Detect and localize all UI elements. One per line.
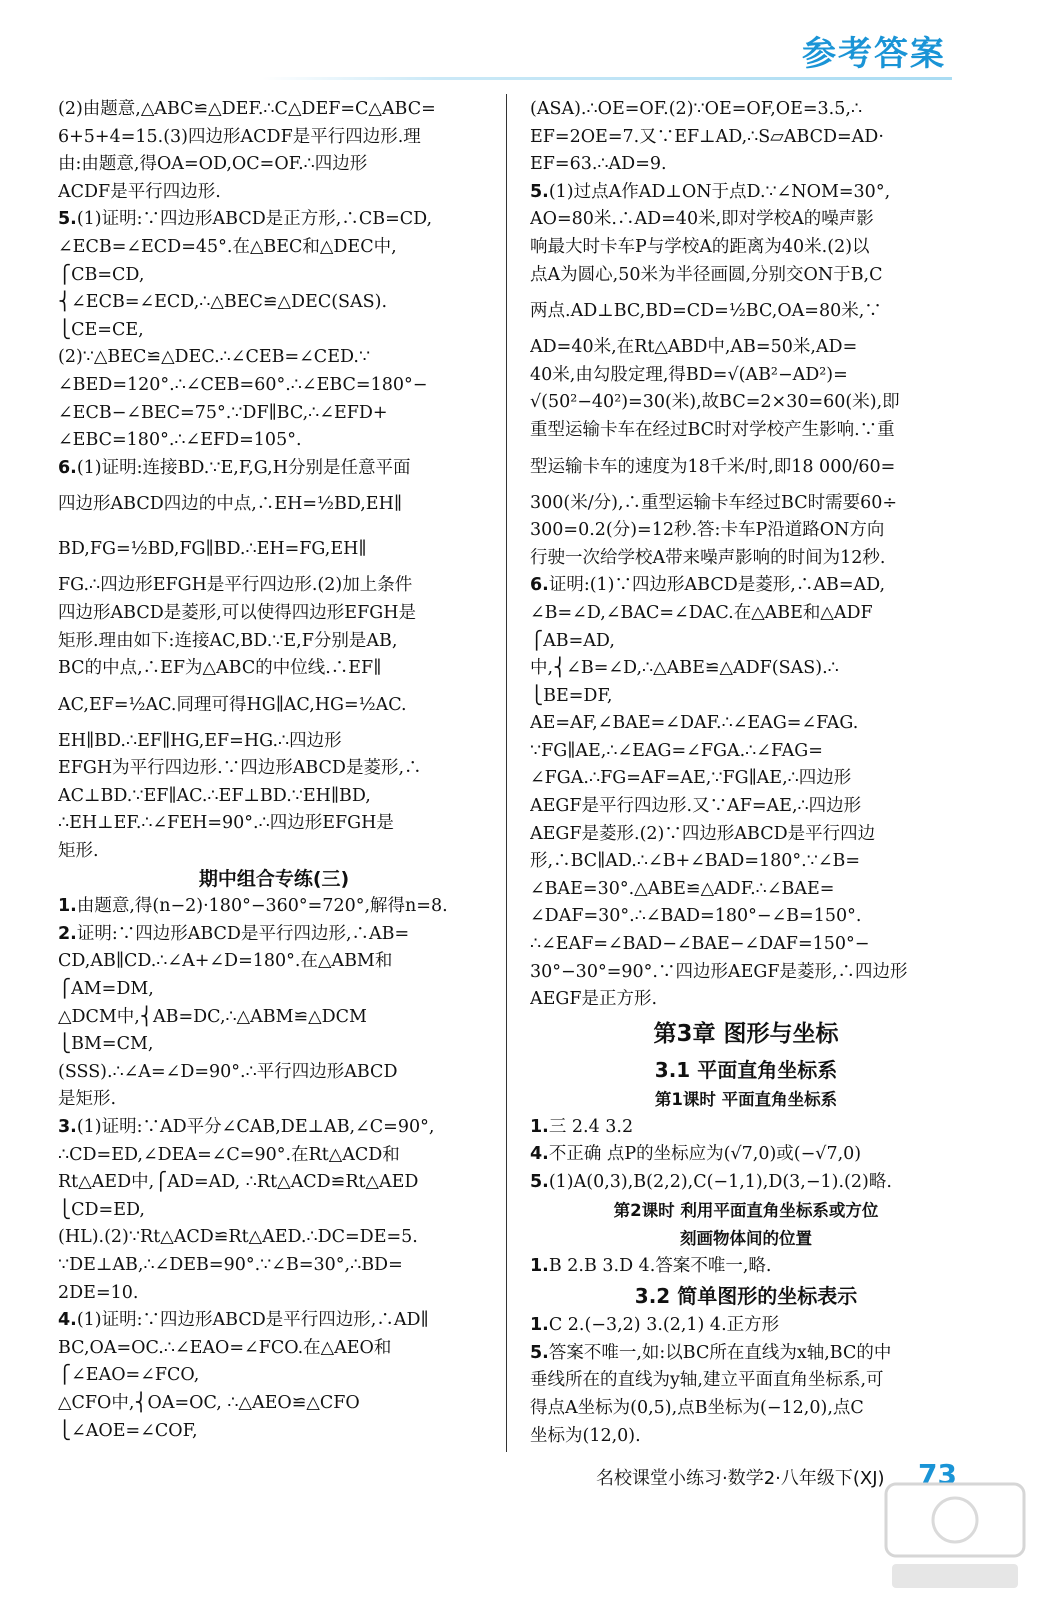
- left-answer-line: [58, 372, 490, 400]
- answer-text: 矩形.: [58, 841, 99, 862]
- header-rule: [262, 77, 952, 80]
- right-answer-line: [530, 445, 962, 490]
- right-column: [530, 96, 962, 1450]
- answer-text: FG.∴四边形EFGH是平行四边形.(2)加上条件: [58, 575, 413, 596]
- answer-text: BC,OA=OC.∴∠EAO=∠FCO.在△AEO和: [58, 1337, 392, 1358]
- left-answer-line: [58, 655, 490, 683]
- left-answer-line: [58, 1197, 490, 1225]
- right-answer-line: [530, 96, 962, 124]
- question-number: 5.: [530, 181, 549, 202]
- question-number: 6.: [58, 457, 77, 478]
- left-answer-line: [58, 1142, 490, 1170]
- left-answer-line: [58, 482, 490, 527]
- right-answer-line: [530, 1340, 962, 1368]
- right-answer-line: [530, 362, 962, 390]
- answer-text: EFGH为平行四边形.∵四边形ABCD是菱形,∴: [58, 758, 422, 779]
- answer-text: ∴CD=ED,∠DEA=∠C=90°.在Rt△ACD和: [58, 1144, 400, 1165]
- left-answer-line: [58, 783, 490, 811]
- left-column: [58, 96, 490, 1445]
- answer-text: 两点.AD⊥BC,BD=CD=½BC,OA=80米,∵: [530, 301, 882, 322]
- answer-text: 三 2.4 3.2: [548, 1116, 634, 1137]
- answer-text: △DCM中,⎨AB=DC,∴△ABM≌△DCM: [58, 1006, 367, 1027]
- footer-text: 名校课堂小练习·数学2·八年级下(XJ): [596, 1468, 885, 1489]
- right-answer-line: [530, 903, 962, 931]
- answer-text: 2DE=10.: [58, 1282, 139, 1303]
- answer-text: AE=AF,∠BAE=∠DAF.∴∠EAG=∠FAG.: [530, 713, 859, 734]
- answer-text: 重型运输卡车在经过BC时对学校产生影响.∵重: [530, 419, 895, 440]
- answer-text: 由题意,得(n−2)·180°−360°=720°,解得n=8.: [76, 896, 448, 917]
- left-answer-line: [58, 893, 490, 921]
- answer-text: ∠DAF=30°.∴∠BAD=180°−∠B=150°.: [530, 906, 862, 927]
- answer-text: EH∥BD.∴EF∥HG,EF=HG.∴四边形: [58, 730, 342, 751]
- answer-text: √(50²−40²)=30(米),故BC=2×30=60(米),即: [530, 392, 900, 413]
- answer-text: 是矩形.: [58, 1089, 117, 1110]
- answer-text: (1)证明:连接BD.∵E,F,G,H分别是任意平面: [76, 457, 411, 478]
- answer-text: 中,⎨∠B=∠D,∴△ABE≌△ADF(SAS).∴: [530, 658, 839, 679]
- left-answer-line: [58, 527, 490, 572]
- answer-text: AD=40米,在Rt△ABD中,AB=50米,AD=: [530, 337, 858, 358]
- right-answer-line: [530, 1423, 962, 1451]
- answer-text: ∠BED=120°.∴∠CEB=60°.∴∠EBC=180°−: [58, 374, 428, 395]
- right-answer-line: [530, 821, 962, 849]
- left-answer-line: [58, 1224, 490, 1252]
- right-answer-line: [530, 1253, 962, 1281]
- right-answer-line: [530, 151, 962, 179]
- answer-text: ∵FG∥AE,∴∠EAG=∠FGA.∴∠FAG=: [530, 740, 823, 761]
- answer-text: 垂线所在的直线为y轴,建立平面直角坐标系,可: [530, 1370, 884, 1391]
- right-answer-line: [530, 1367, 962, 1395]
- answer-text: ⎩CE=CE,: [58, 319, 144, 340]
- answer-text: ∴∠EAF=∠BAD−∠BAE−∠DAF=150°−: [530, 934, 870, 955]
- right-heading: 第2课时 利用平面直角坐标系或方位: [613, 1200, 879, 1220]
- answer-text: EF=63.∴AD=9.: [530, 154, 667, 175]
- answer-text: 证明:(1)∵四边形ABCD是菱形,∴AB=AD,: [548, 575, 886, 596]
- left-answer-line: [58, 600, 490, 628]
- answer-text: AEGF是正方形.: [530, 989, 658, 1010]
- question-number: 1.: [58, 896, 77, 917]
- left-answer-line: [58, 206, 490, 234]
- answer-text: (1)证明:∵四边形ABCD是平行四边形,∴AD∥: [76, 1310, 429, 1331]
- answer-text: (2)由题意,△ABC≌△DEF.∴C△DEF=C△ABC=: [58, 99, 436, 119]
- left-answer-line: [58, 1169, 490, 1197]
- page-number: 73: [918, 1458, 957, 1491]
- question-number: 4.: [530, 1144, 549, 1165]
- answer-text: 答案不唯一,如:以BC所在直线为x轴,BC的中: [548, 1342, 892, 1363]
- answer-text: (1)证明:∵四边形ABCD是正方形,∴CB=CD,: [76, 209, 433, 230]
- right-answer-line: [530, 1114, 962, 1142]
- answer-text: ⎧AB=AD,: [530, 630, 615, 651]
- answer-text: AC,EF=½AC.同理可得HG∥AC,HG=½AC.: [58, 694, 407, 715]
- left-answer-line: [58, 179, 490, 207]
- question-number: 5.: [530, 1342, 549, 1363]
- right-answer-line: [530, 417, 962, 445]
- left-answer-line: [58, 1390, 490, 1418]
- right-answer-line: [530, 490, 962, 518]
- answer-text: (1)证明:∵AD平分∠CAB,DE⊥AB,∠C=90°,: [76, 1117, 435, 1137]
- answer-text: ∴EH⊥EF.∴∠FEH=90°.∴四边形EFGH是: [58, 813, 394, 834]
- answer-text: 形,∴BC∥AD.∴∠B+∠BAD=180°.∵∠B=: [530, 851, 861, 872]
- left-answer-line: [58, 1335, 490, 1363]
- right-answer-line: [530, 572, 962, 600]
- answer-text: 40米,由勾股定理,得BD=√(AB²−AD²)=: [530, 364, 848, 385]
- answer-text: 四边形ABCD是菱形,可以使得四边形EFGH是: [58, 602, 416, 623]
- left-answer-line: [58, 1280, 490, 1308]
- answer-text: 点A为圆心,50米为半径画圆,分别交ON于B,C: [530, 264, 883, 285]
- question-number: 1.: [530, 1116, 549, 1137]
- answer-text: (HL).(2)∵Rt△ACD≌Rt△AED.∴DC=DE=5.: [58, 1227, 418, 1248]
- answer-text: AEGF是平行四边形.又∵AF=AE,∴四边形: [530, 796, 862, 817]
- right-answer-line: [530, 765, 962, 793]
- answer-text: 不正确 点P的坐标应为(√7,0)或(−√7,0): [548, 1144, 862, 1165]
- right-answer-line: [530, 124, 962, 152]
- answer-text: ⎩∠AOE=∠COF,: [58, 1420, 198, 1441]
- question-number: 4.: [58, 1310, 77, 1331]
- left-answer-line: [58, 124, 490, 152]
- answer-text: ∠B=∠D,∠BAC=∠DAC.在△ABE和△ADF: [530, 602, 873, 623]
- left-answer-line: [58, 1086, 490, 1114]
- left-heading: 期中组合专练(三): [198, 867, 350, 890]
- answer-text: BD,FG=½BD,FG∥BD.∴EH=FG,EH∥: [58, 539, 367, 560]
- answer-text: 响最大时卡车P与学校A的距离为40米.(2)以: [530, 236, 870, 257]
- answer-text: C 2.(−3,2) 3.(2,1) 4.正方形: [548, 1315, 780, 1336]
- left-answer-line: [58, 151, 490, 179]
- answer-text: (1)过点A作AD⊥ON于点D.∵∠NOM=30°,: [548, 181, 891, 202]
- right-answer-line: [530, 683, 962, 711]
- answer-text: 四边形ABCD四边的中点,∴EH=½BD,EH∥: [58, 494, 402, 515]
- left-answer-line: [58, 921, 490, 949]
- answer-text: 30°−30°=90°.∵四边形AEGF是菱形,∴四边形: [530, 961, 908, 982]
- right-answer-line: [530, 389, 962, 417]
- right-answer-line: [530, 959, 962, 987]
- question-number: 2.: [58, 923, 77, 944]
- left-answer-line: [58, 1362, 490, 1390]
- answer-text: (SSS).∴∠A=∠D=90°.∴平行四边形ABCD: [58, 1061, 398, 1082]
- left-answer-line: [58, 234, 490, 262]
- answer-text: 300(米/分),∴重型运输卡车经过BC时需要60÷: [530, 492, 898, 513]
- answer-text: 得点A坐标为(0,5),点B坐标为(−12,0),点C: [530, 1397, 864, 1418]
- column-divider: [506, 94, 507, 1452]
- page-header: [0, 0, 1054, 80]
- question-number: 5.: [58, 209, 77, 230]
- right-answer-line: [530, 986, 962, 1014]
- answer-text: AC⊥BD.∵EF∥AC.∴EF⊥BD.∵EH∥BD,: [58, 785, 371, 806]
- answer-text: ∠EBC=180°.∴∠EFD=105°.: [58, 430, 302, 451]
- answer-text: 坐标为(12,0).: [530, 1425, 641, 1446]
- left-answer-line: [58, 289, 490, 317]
- question-number: 6.: [530, 575, 549, 596]
- left-answer-line: [58, 455, 490, 483]
- answer-text: CD,AB∥CD.∴∠A+∠D=180°.在△ABM和: [58, 951, 393, 972]
- answer-text: ⎩BM=CM,: [58, 1034, 154, 1055]
- left-answer-line: [58, 427, 490, 455]
- right-answer-line: [530, 206, 962, 234]
- header-title: 参考答案: [802, 34, 946, 74]
- answer-text: ∵DE⊥AB,∴∠DEB=90°.∵∠B=30°,∴BD=: [58, 1254, 403, 1275]
- right-answer-line: [530, 289, 962, 334]
- answer-text: ∠ECB−∠BEC=75°.∵DF∥BC,∴∠EFD+: [58, 402, 388, 423]
- left-answer-line: [58, 317, 490, 345]
- left-answer-line: [58, 1059, 490, 1087]
- question-number: 1.: [530, 1255, 549, 1276]
- left-answer-line: [58, 96, 490, 124]
- right-heading: 3.1 平面直角坐标系: [654, 1057, 838, 1082]
- answer-text: ⎩CD=ED,: [58, 1199, 145, 1220]
- answer-text: (1)A(0,3),B(2,2),C(−1,1),D(3,−1).(2)略.: [548, 1172, 892, 1192]
- left-answer-line: [58, 1307, 490, 1335]
- right-answer-line: [530, 738, 962, 766]
- answer-text: 型运输卡车的速度为18千米/时,即18 000/60=: [530, 456, 896, 477]
- right-answer-line: [530, 793, 962, 821]
- question-number: 1.: [530, 1315, 549, 1336]
- right-answer-line: [530, 517, 962, 545]
- answer-text: B 2.B 3.D 4.答案不唯一,略.: [548, 1255, 772, 1276]
- left-answer-line: [58, 683, 490, 728]
- watermark-stamp-icon: [880, 1476, 1030, 1594]
- answer-text: ∠FGA.∴FG=AF=AE,∵FG∥AE,∴四边形: [530, 768, 852, 789]
- left-answer-line: [58, 1031, 490, 1059]
- right-answer-line: [530, 262, 962, 290]
- right-answer-line: [530, 628, 962, 656]
- left-answer-line: [58, 976, 490, 1004]
- answer-text: ∠BAE=30°.△ABE≌△ADF.∴∠BAE=: [530, 878, 835, 899]
- left-answer-line: [58, 1004, 490, 1032]
- right-heading: 第1课时 平面直角坐标系: [654, 1089, 838, 1109]
- answer-text: AO=80米.∴AD=40米,即对学校A的噪声影: [530, 209, 874, 230]
- left-answer-line: [58, 728, 490, 756]
- answer-text: ⎧∠EAO=∠FCO,: [58, 1365, 200, 1386]
- left-answer-line: [58, 838, 490, 866]
- answer-text: 6+5+4=15.(3)四边形ACDF是平行四边形.理: [58, 126, 421, 147]
- left-answer-line: [58, 344, 490, 372]
- right-answer-line: [530, 710, 962, 738]
- right-heading: 刻画物体间的位置: [680, 1228, 812, 1248]
- answer-text: Rt△AED中,⎧AD=AD, ∴Rt△ACD≌Rt△AED: [58, 1172, 419, 1193]
- right-answer-line: [530, 600, 962, 628]
- answer-text: AEGF是菱形.(2)∵四边形ABCD是平行四边: [530, 823, 876, 844]
- left-answer-line: [58, 1418, 490, 1446]
- left-answer-line: [58, 755, 490, 783]
- left-answer-line: [58, 810, 490, 838]
- right-answer-line: [530, 234, 962, 262]
- answer-text: 300=0.2(分)=12秒.答:卡车P沿道路ON方向: [530, 520, 885, 541]
- right-answer-line: [530, 1312, 962, 1340]
- answer-text: BC的中点,∴EF为△ABC的中位线.∴EF∥: [58, 658, 382, 679]
- right-answer-line: [530, 1169, 962, 1197]
- left-answer-line: [58, 1114, 490, 1142]
- answer-text: (ASA).∴OE=OF.(2)∵OE=OF,OE=3.5,∴: [530, 99, 863, 119]
- answer-text: (2)∵△BEC≌△DEC.∴∠CEB=∠CED.∵: [58, 347, 371, 368]
- answer-text: ∠ECB=∠ECD=45°.在△BEC和△DEC中,: [58, 236, 397, 257]
- left-answer-line: [58, 1252, 490, 1280]
- right-answer-line: [530, 848, 962, 876]
- answer-text: ⎧AM=DM,: [58, 979, 154, 1000]
- answer-text: 证明:∵四边形ABCD是平行四边形,∴AB=: [76, 923, 410, 944]
- right-answer-line: [530, 655, 962, 683]
- answer-text: EF=2OE=7.又∵EF⊥AD,∴S▱ABCD=AD·: [530, 126, 884, 147]
- left-answer-line: [58, 262, 490, 290]
- left-answer-line: [58, 628, 490, 656]
- answer-text: 行驶一次给学校A带来噪声影响的时间为12秒.: [530, 547, 886, 568]
- right-answer-line: [530, 334, 962, 362]
- left-answer-line: [58, 400, 490, 428]
- left-answer-line: [58, 572, 490, 600]
- right-heading: 第3章 图形与坐标: [653, 1020, 839, 1047]
- question-number: 5.: [530, 1172, 549, 1192]
- right-answer-line: [530, 179, 962, 207]
- answer-text: 由:由题意,得OA=OD,OC=OF.∴四边形: [58, 154, 368, 175]
- answer-text: ⎩BE=DF,: [530, 685, 613, 706]
- answer-text: △CFO中,⎨OA=OC, ∴△AEO≌△CFO: [58, 1392, 360, 1413]
- right-answer-line: [530, 876, 962, 904]
- left-answer-line: [58, 948, 490, 976]
- right-answer-line: [530, 545, 962, 573]
- answer-text: ⎧CB=CD,: [58, 264, 145, 285]
- right-heading: 3.2 简单图形的坐标表示: [634, 1284, 858, 1309]
- question-number: 3.: [58, 1117, 77, 1137]
- right-answer-line: [530, 931, 962, 959]
- right-answer-line: [530, 1141, 962, 1169]
- answer-text: ⎨∠ECB=∠ECD,∴△BEC≌△DEC(SAS).: [58, 292, 388, 313]
- answer-text: 矩形.理由如下:连接AC,BD.∵E,F分别是AB,: [58, 630, 398, 651]
- answer-text: ACDF是平行四边形.: [58, 181, 221, 202]
- right-answer-line: [530, 1395, 962, 1423]
